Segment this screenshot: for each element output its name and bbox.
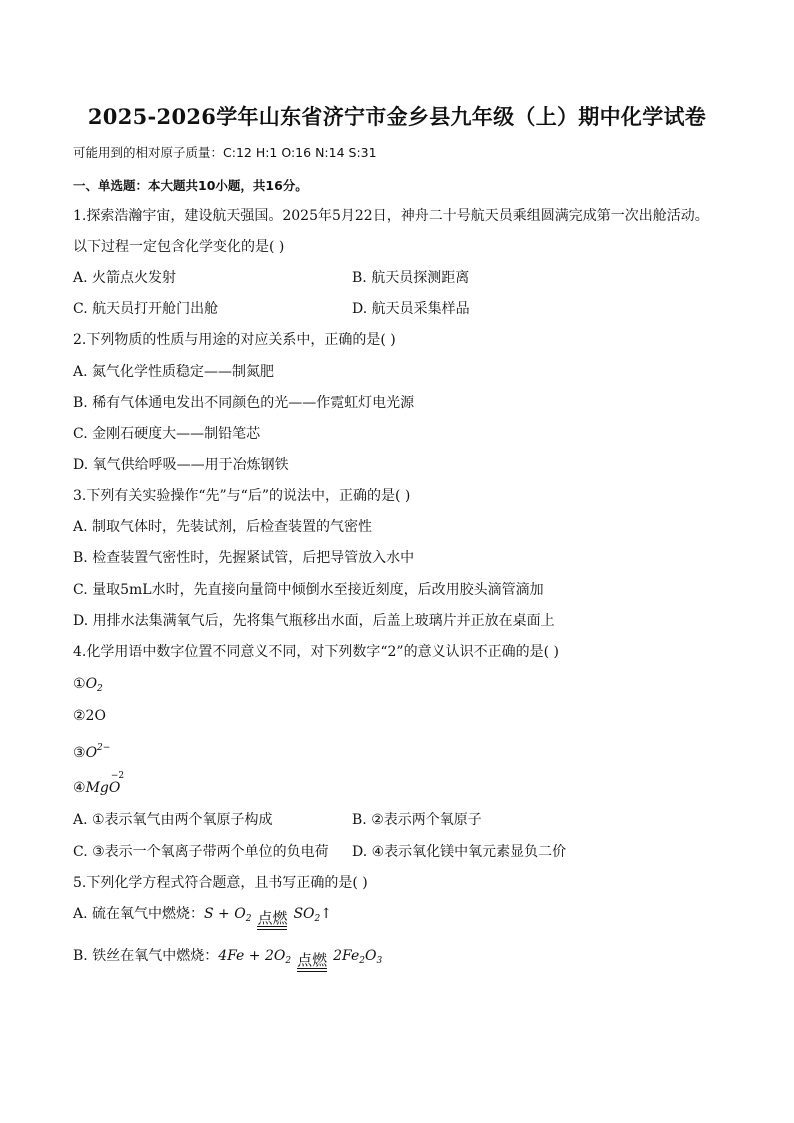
q2-option-c: C. 金刚石硬度大——制铅笔芯 [73,426,261,442]
oxygen-symbol: O [85,676,98,692]
q1-stem-line2: 以下过程一定包含化学变化的是( ) [73,239,285,255]
q4-option-c: C. ③表示一个氧离子带两个单位的负电荷 [73,844,329,860]
exam-title: 2025-2026学年山东省济宁市金乡县九年级（上）期中化学试卷 [87,104,707,129]
q1-option-c: C. 航天员打开舱门出舱 [73,301,219,317]
q1-stem-line1: 1.探索浩瀚宇宙，建设航天强国。2025年5月22日，神舟二十号航天员乘组圆满完成第一次出舱活动。 [73,208,709,224]
option-label: A. 硫在氧气中燃烧： [73,906,205,922]
valence-mark: −2 [110,771,125,781]
item-number: ④ [73,780,86,796]
q2-stem: 2.下列物质的性质与用途的对应关系中，正确的是( ) [73,332,396,348]
superscript: 2− [97,743,111,753]
oxygen-symbol: O [85,745,98,761]
q3-option-c: C. 量取5mL水时，先直接向量筒中倾倒水至接近刻度，后改用胶头滴管滴加 [73,582,544,598]
oxygen-symbol: O [108,780,121,796]
q1-option-d: D. 航天员采集样品 [352,301,470,317]
magnesium-symbol: Mg [85,780,109,796]
q2-option-a: A. 氮气化学性质稳定——制氮肥 [73,364,275,380]
q4-option-d: D. ④表示氧化镁中氧元素显负二价 [352,844,567,860]
q3-option-d: D. 用排水法集满氧气后，先将集气瓶移出水面，后盖上玻璃片并正放在桌面上 [73,613,555,629]
equation-lhs: 4Fe + 2O [218,948,286,964]
q5-stem: 5.下列化学方程式符合题意，且书写正确的是( ) [73,875,368,891]
q4-item-4 [73,771,125,798]
q1-option-a: A. 火箭点火发射 [73,270,177,286]
reaction-condition [255,910,289,930]
condition-text: 点燃 [257,909,288,927]
subscript: 2 [314,914,321,924]
oxygen-symbol: O [364,948,377,964]
q5-option-a [73,903,332,930]
q3-option-a: A. 制取气体时，先装试剂，后检查装置的气密性 [73,519,373,535]
q1-option-b: B. 航天员探测距离 [352,270,470,286]
subscript: 2 [245,914,252,924]
q3-stem: 3.下列有关实验操作“先”与“后”的说法中，正确的是( ) [73,488,411,504]
oxygen-with-valence [108,771,125,798]
section-heading: 一、单选题：本大题共10小题，共16分。 [73,178,308,193]
option-label: B. 铁丝在氧气中燃烧： [73,948,219,964]
subscript: 2 [359,956,365,966]
q2-option-b: B. 稀有气体通电发出不同颜色的光——作霓虹灯电光源 [73,395,415,411]
q4-option-b: B. ②表示两个氧原子 [352,812,482,828]
q2-option-d: D. 氧气供给呼吸——用于冶炼钢铁 [73,457,289,473]
q4-stem: 4.化学用语中数字位置不同意义不同，对下列数字“2”的意义认识不正确的是( ) [73,644,559,660]
q4-item-1 [73,674,103,699]
equation-rhs: 2Fe [333,948,360,964]
subscript: 2 [97,684,103,694]
q5-option-b [73,945,382,972]
gas-arrow: ↑ [320,906,333,922]
subscript: 3 [376,956,383,966]
item-number: ① [73,676,86,692]
equation-lhs: S + O [204,906,246,922]
q4-item-3 [73,738,110,763]
q4-item-2: ②2O [73,708,106,724]
subscript: 2 [285,956,292,966]
reaction-condition [295,952,329,972]
q3-option-b: B. 检查装置气密性时，先握紧试管，后把导管放入水中 [73,550,415,566]
item-number: ③ [73,745,86,761]
condition-text: 点燃 [297,951,328,969]
equation-rhs: SO [293,906,315,922]
atomic-masses: 可能用到的相对原子质量：C:12 H:1 O:16 N:14 S:31 [73,145,377,160]
q4-option-a: A. ①表示氧气由两个氧原子构成 [73,812,273,828]
